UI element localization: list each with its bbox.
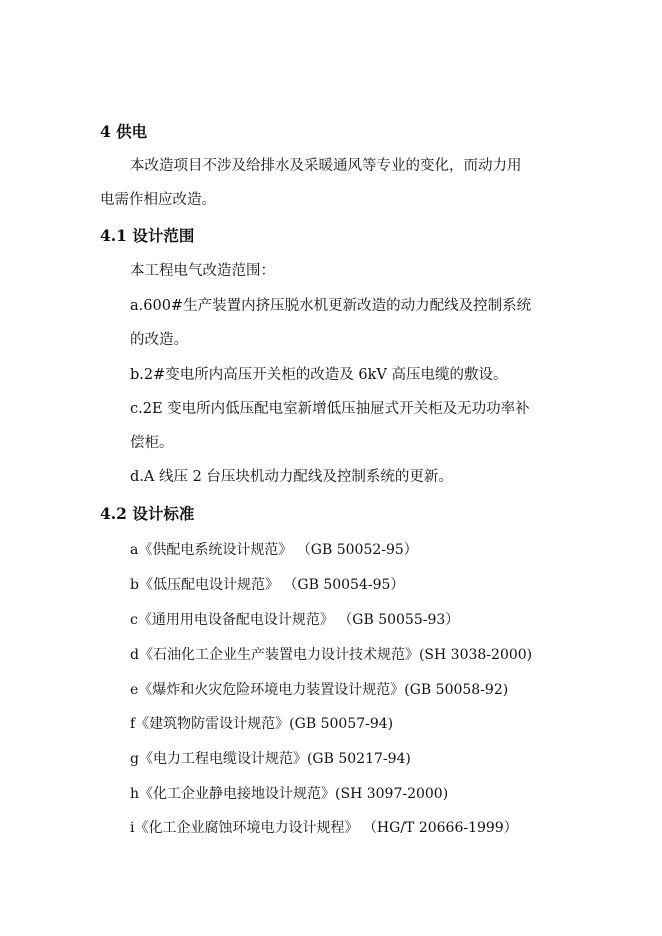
standard-item: i《化工企业腐蚀环境电力设计规程》 （HG/T 20666-1999） [130, 820, 518, 836]
scope-item-a-line-1: a.600#生产装置内挤压脱水机更新改造的动力配线及控制系统 [130, 298, 532, 314]
standard-item: b《低压配电设计规范》 （GB 50054-95） [130, 577, 405, 593]
section-4-2-heading: 4.2 设计标准 [100, 504, 195, 523]
standard-item: c《通用用电设备配电设计规范》 （GB 50055-93） [130, 612, 460, 628]
section-4-intro-line-2: 电需作相应改造。 [100, 192, 216, 208]
standard-item: f《建筑物防雷设计规范》(GB 50057-94) [130, 716, 394, 732]
standard-item: g《电力工程电缆设计规范》(GB 50217-94) [130, 751, 411, 767]
standard-item: h《化工企业静电接地设计规范》(SH 3097-2000) [130, 786, 449, 802]
standard-item: d《石油化工企业生产装置电力设计技术规范》(SH 3038-2000) [130, 647, 533, 663]
scope-item-c-line-1: c.2E 变电所内低压配电室新增低压抽屉式开关柜及无功功率补 [130, 401, 530, 417]
scope-item-c-line-2: 偿柜。 [130, 435, 174, 451]
scope-item-b: b.2#变电所内高压开关柜的改造及 6kV 高压电缆的敷设。 [130, 367, 508, 383]
section-4-heading: 4 供电 [100, 122, 148, 141]
standard-item: a《供配电系统设计规范》 （GB 50052-95） [130, 542, 418, 558]
scope-item-d: d.A 线压 2 台压块机动力配线及控制系统的更新。 [130, 469, 453, 485]
standard-item: e《爆炸和火灾危险环境电力装置设计规范》(GB 50058-92) [130, 682, 509, 698]
section-4-1-heading: 4.1 设计范围 [100, 226, 195, 245]
scope-lead: 本工程电气改造范围： [130, 263, 275, 279]
section-4-intro-line-1: 本改造项目不涉及给排水及采暖通风等专业的变化，而动力用 [130, 158, 522, 174]
scope-item-a-line-2: 的改造。 [130, 332, 188, 348]
